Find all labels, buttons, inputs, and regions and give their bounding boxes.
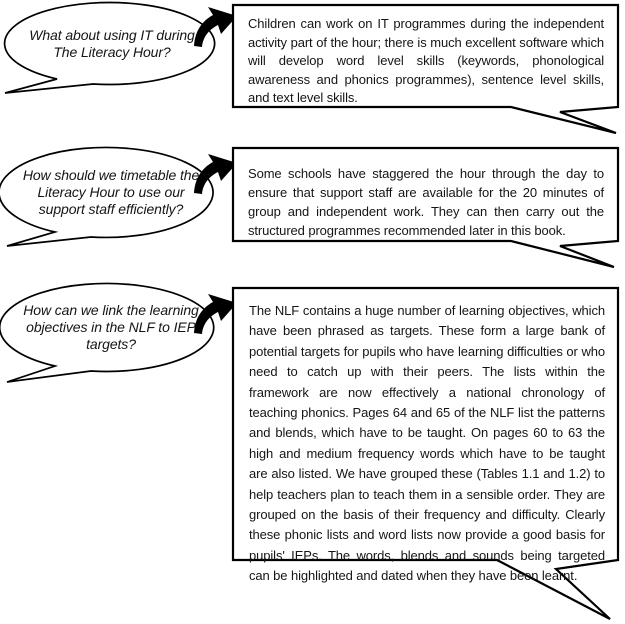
answer-text-3: The NLF contains a huge number of learning objectives, which have been phrased as targets. These form a large bank of potential targets for pupils who have learning difficulties or who need to catch up with their peers. The lists within the framework are now effectively a national chronology of teaching phonics. Pages 64 and 65 of the NLF list the patterns and blends, which have to be taught. On pages 60 to 63 the high and medium frequency words which have to be taught are also listed. We have grouped these (Tables 1.1 and 1.2) to help teachers plan to teach them in a sensible order. They are grouped on the basis of their frequency and difficulty. Clearly these phonic lists and word lists now provide a good basis for pupils' IEPs. The words, blends and sounds being targeted can be highlighted and dated when they have been learnt.: [249, 303, 605, 584]
question-text-2: How should we timetable the Literacy Hour to use our support staff efficiently?: [22, 167, 200, 217]
question-text-1: What about using IT during The Literacy Hour?: [29, 27, 195, 60]
answer-text-2: Some schools have staggered the hour through the day to ensure that support staff are available for the 20 minutes of group and independent work. They can then carry out the structured programmes recommended later in this book.: [248, 166, 604, 238]
question-text-3: How can we link the learning objectives in the NLF to IEP targets?: [23, 302, 199, 352]
answer-text-1: Children can work on IT programmes during the independent activity part of the hour; there is much excellent software which will develop word level skills (keywords, phonological awareness and phonics programmes), sentence level skills, and text level skills.: [248, 16, 604, 105]
arrow-icon-3: [194, 294, 237, 334]
